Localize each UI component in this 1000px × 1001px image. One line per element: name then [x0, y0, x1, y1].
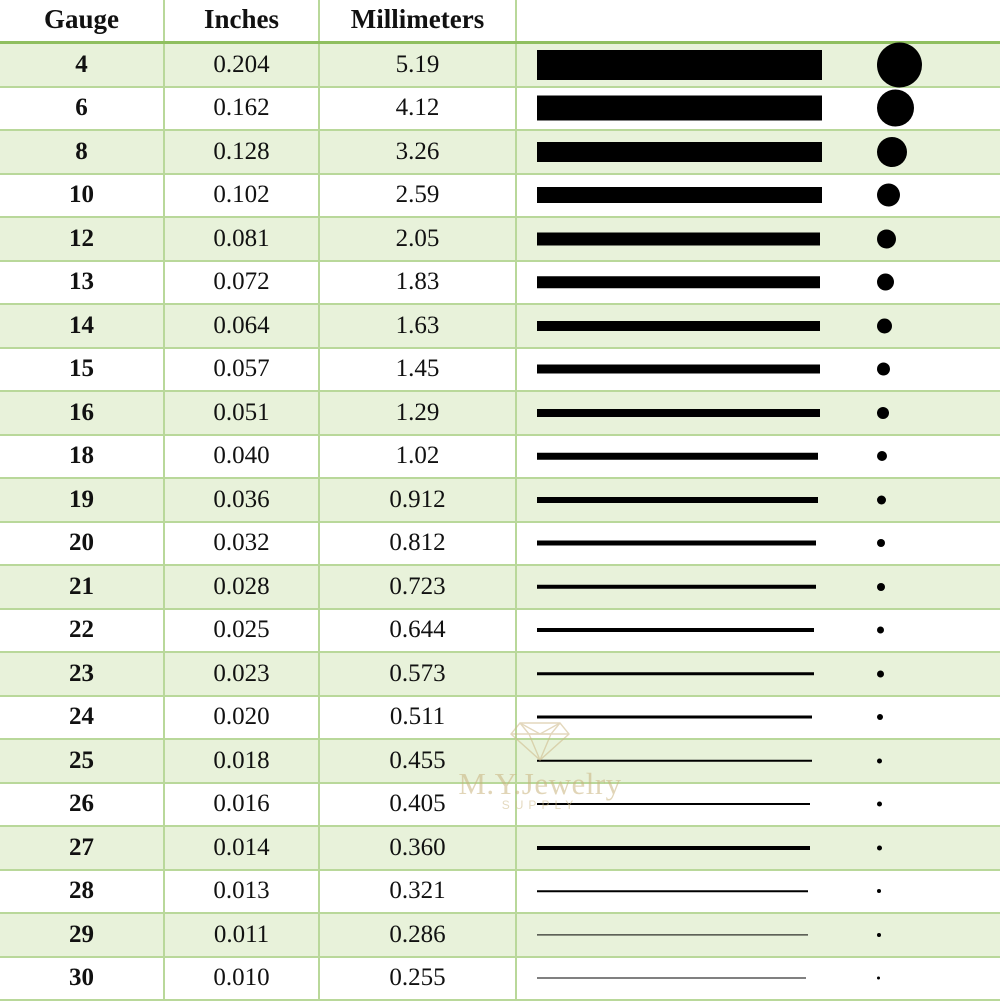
- wire-thickness-bar: [537, 321, 820, 331]
- table-row: [0, 348, 1000, 392]
- table-row: [0, 87, 1000, 131]
- cell-wire-visual: [516, 826, 1000, 870]
- wire-cross-section-dot: [877, 318, 892, 333]
- wire-cross-section-dot: [877, 495, 886, 504]
- cell-inches: 0.057: [164, 348, 319, 392]
- cell-gauge: 18: [0, 435, 164, 479]
- cell-gauge: 4: [0, 43, 164, 87]
- wire-visual-wrap: [517, 218, 1000, 259]
- cell-gauge: 23: [0, 652, 164, 696]
- wire-thickness-bar: [537, 409, 820, 417]
- cell-gauge: 30: [0, 957, 164, 1001]
- cell-gauge: 26: [0, 783, 164, 827]
- wire-cross-section-dot: [877, 363, 890, 376]
- wire-visual-wrap: [517, 958, 1000, 999]
- cell-millimeters: 0.573: [319, 652, 516, 696]
- wire-cross-section-dot: [877, 977, 880, 980]
- wire-thickness-bar: [537, 846, 810, 850]
- cell-gauge: 15: [0, 348, 164, 392]
- cell-gauge: 22: [0, 609, 164, 653]
- cell-inches: 0.040: [164, 435, 319, 479]
- wire-visual-wrap: [517, 653, 1000, 694]
- wire-thickness-bar: [537, 978, 806, 979]
- cell-inches: 0.036: [164, 478, 319, 522]
- cell-gauge: 14: [0, 304, 164, 348]
- table-body: [0, 43, 1000, 1001]
- cell-millimeters: 0.286: [319, 913, 516, 957]
- wire-thickness-bar: [537, 672, 814, 676]
- cell-wire-visual: [516, 435, 1000, 479]
- wire-visual-wrap: [517, 349, 1000, 390]
- cell-millimeters: 3.26: [319, 130, 516, 174]
- cell-wire-visual: [516, 478, 1000, 522]
- wire-thickness-bar: [537, 277, 820, 289]
- cell-gauge: 19: [0, 478, 164, 522]
- cell-wire-visual: [516, 783, 1000, 827]
- cell-gauge: 16: [0, 391, 164, 435]
- wire-cross-section-dot: [877, 229, 896, 248]
- cell-gauge: 12: [0, 217, 164, 261]
- cell-wire-visual: [516, 957, 1000, 1001]
- wire-visual-wrap: [517, 827, 1000, 868]
- wire-visual-wrap: [517, 740, 1000, 781]
- cell-wire-visual: [516, 130, 1000, 174]
- table-row: [0, 739, 1000, 783]
- wire-cross-section-dot: [877, 90, 914, 127]
- cell-wire-visual: [516, 174, 1000, 218]
- wire-cross-section-dot: [877, 845, 882, 850]
- wire-thickness-bar: [537, 96, 822, 121]
- cell-inches: 0.051: [164, 391, 319, 435]
- cell-inches: 0.081: [164, 217, 319, 261]
- cell-gauge: 13: [0, 261, 164, 305]
- cell-millimeters: 1.29: [319, 391, 516, 435]
- column-header-visual: [516, 0, 1000, 43]
- cell-gauge: 10: [0, 174, 164, 218]
- table-row: [0, 304, 1000, 348]
- watermark-brand: M.Y.Jewelry: [458, 766, 622, 801]
- wire-visual-wrap: [517, 784, 1000, 825]
- wire-thickness-bar: [537, 187, 822, 203]
- table-row: [0, 130, 1000, 174]
- cell-inches: 0.023: [164, 652, 319, 696]
- table-row: [0, 261, 1000, 305]
- cell-wire-visual: [516, 87, 1000, 131]
- cell-gauge: 25: [0, 739, 164, 783]
- cell-gauge: 20: [0, 522, 164, 566]
- cell-millimeters: 0.912: [319, 478, 516, 522]
- wire-visual-wrap: [517, 44, 1000, 85]
- wire-thickness-bar: [537, 50, 822, 80]
- table-row: [0, 652, 1000, 696]
- cell-inches: 0.102: [164, 174, 319, 218]
- table-row: [0, 913, 1000, 957]
- header-row: [0, 0, 1000, 43]
- table-row: [0, 217, 1000, 261]
- cell-gauge: 24: [0, 696, 164, 740]
- wire-visual-wrap: [517, 392, 1000, 433]
- cell-wire-visual: [516, 304, 1000, 348]
- cell-gauge: 28: [0, 870, 164, 914]
- table-row: [0, 435, 1000, 479]
- wire-thickness-bar: [537, 716, 812, 719]
- table-row: [0, 609, 1000, 653]
- wire-thickness-bar: [537, 803, 810, 805]
- wire-cross-section-dot: [877, 933, 881, 937]
- cell-inches: 0.204: [164, 43, 319, 87]
- wire-visual-wrap: [517, 175, 1000, 216]
- wire-cross-section-dot: [877, 802, 882, 807]
- cell-wire-visual: [516, 348, 1000, 392]
- cell-wire-visual: [516, 565, 1000, 609]
- cell-inches: 0.064: [164, 304, 319, 348]
- wire-cross-section-dot: [877, 274, 894, 291]
- wire-thickness-bar: [537, 891, 808, 893]
- wire-cross-section-dot: [877, 42, 922, 87]
- wire-thickness-bar: [537, 628, 814, 632]
- cell-millimeters: 1.63: [319, 304, 516, 348]
- wire-thickness-bar: [537, 453, 818, 460]
- table-row: [0, 478, 1000, 522]
- cell-wire-visual: [516, 696, 1000, 740]
- cell-millimeters: 0.405: [319, 783, 516, 827]
- wire-cross-section-dot: [877, 583, 885, 591]
- table-row: [0, 696, 1000, 740]
- cell-wire-visual: [516, 913, 1000, 957]
- cell-gauge: 27: [0, 826, 164, 870]
- cell-millimeters: 0.360: [319, 826, 516, 870]
- cell-millimeters: 2.59: [319, 174, 516, 218]
- table-row: [0, 826, 1000, 870]
- wire-cross-section-dot: [877, 889, 881, 893]
- cell-millimeters: 4.12: [319, 87, 516, 131]
- cell-inches: 0.072: [164, 261, 319, 305]
- cell-millimeters: 0.455: [319, 739, 516, 783]
- wire-thickness-bar: [537, 232, 820, 245]
- cell-inches: 0.018: [164, 739, 319, 783]
- wire-visual-wrap: [517, 610, 1000, 651]
- cell-millimeters: 0.511: [319, 696, 516, 740]
- cell-millimeters: 1.02: [319, 435, 516, 479]
- cell-millimeters: 0.321: [319, 870, 516, 914]
- cell-inches: 0.013: [164, 870, 319, 914]
- column-header-gauge: Gauge: [0, 0, 164, 43]
- cell-inches: 0.162: [164, 87, 319, 131]
- table-row: [0, 957, 1000, 1001]
- cell-wire-visual: [516, 609, 1000, 653]
- wire-cross-section-dot: [877, 714, 883, 720]
- wire-visual-wrap: [517, 566, 1000, 607]
- cell-millimeters: 0.255: [319, 957, 516, 1001]
- wire-visual-wrap: [517, 88, 1000, 129]
- wire-visual-wrap: [517, 479, 1000, 520]
- cell-inches: 0.025: [164, 609, 319, 653]
- cell-wire-visual: [516, 261, 1000, 305]
- wire-thickness-bar: [537, 934, 808, 935]
- cell-inches: 0.020: [164, 696, 319, 740]
- cell-wire-visual: [516, 870, 1000, 914]
- table-row: [0, 391, 1000, 435]
- cell-wire-visual: [516, 522, 1000, 566]
- wire-visual-wrap: [517, 914, 1000, 955]
- cell-millimeters: 1.45: [319, 348, 516, 392]
- table-row: [0, 870, 1000, 914]
- wire-thickness-bar: [537, 585, 816, 590]
- cell-inches: 0.028: [164, 565, 319, 609]
- wire-thickness-bar: [537, 365, 820, 374]
- wire-thickness-bar: [537, 497, 818, 503]
- cell-wire-visual: [516, 652, 1000, 696]
- wire-visual-wrap: [517, 523, 1000, 564]
- column-header-millimeters: Millimeters: [319, 0, 516, 43]
- wire-visual-wrap: [517, 305, 1000, 346]
- watermark-sub: SUPPLY: [501, 798, 579, 812]
- wire-visual-wrap: [517, 131, 1000, 172]
- wire-visual-wrap: [517, 436, 1000, 477]
- cell-millimeters: 5.19: [319, 43, 516, 87]
- cell-wire-visual: [516, 217, 1000, 261]
- table-row: [0, 522, 1000, 566]
- wire-thickness-bar: [537, 142, 822, 162]
- wire-visual-wrap: [517, 262, 1000, 303]
- wire-visual-wrap: [517, 871, 1000, 912]
- cell-wire-visual: [516, 43, 1000, 87]
- cell-inches: 0.128: [164, 130, 319, 174]
- cell-millimeters: 0.812: [319, 522, 516, 566]
- cell-gauge: 29: [0, 913, 164, 957]
- wire-visual-wrap: [517, 697, 1000, 738]
- wire-cross-section-dot: [877, 184, 900, 207]
- cell-wire-visual: [516, 391, 1000, 435]
- wire-cross-section-dot: [877, 451, 887, 461]
- cell-gauge: 21: [0, 565, 164, 609]
- cell-millimeters: 0.644: [319, 609, 516, 653]
- cell-millimeters: 1.83: [319, 261, 516, 305]
- wire-thickness-bar: [537, 760, 812, 763]
- cell-millimeters: 2.05: [319, 217, 516, 261]
- cell-inches: 0.016: [164, 783, 319, 827]
- cell-inches: 0.032: [164, 522, 319, 566]
- wire-cross-section-dot: [877, 627, 884, 634]
- cell-inches: 0.014: [164, 826, 319, 870]
- cell-millimeters: 0.723: [319, 565, 516, 609]
- table-row: [0, 565, 1000, 609]
- cell-gauge: 8: [0, 130, 164, 174]
- wire-cross-section-dot: [877, 539, 885, 547]
- wire-cross-section-dot: [877, 137, 907, 167]
- table-row: [0, 43, 1000, 87]
- cell-wire-visual: [516, 739, 1000, 783]
- cell-inches: 0.010: [164, 957, 319, 1001]
- wire-thickness-bar: [537, 541, 816, 546]
- wire-cross-section-dot: [877, 758, 882, 763]
- cell-gauge: 6: [0, 87, 164, 131]
- cell-inches: 0.011: [164, 913, 319, 957]
- wire-cross-section-dot: [877, 670, 884, 677]
- table-row: [0, 783, 1000, 827]
- table-row: [0, 174, 1000, 218]
- column-header-inches: Inches: [164, 0, 319, 43]
- table-header: [0, 0, 1000, 43]
- wire-cross-section-dot: [877, 407, 889, 419]
